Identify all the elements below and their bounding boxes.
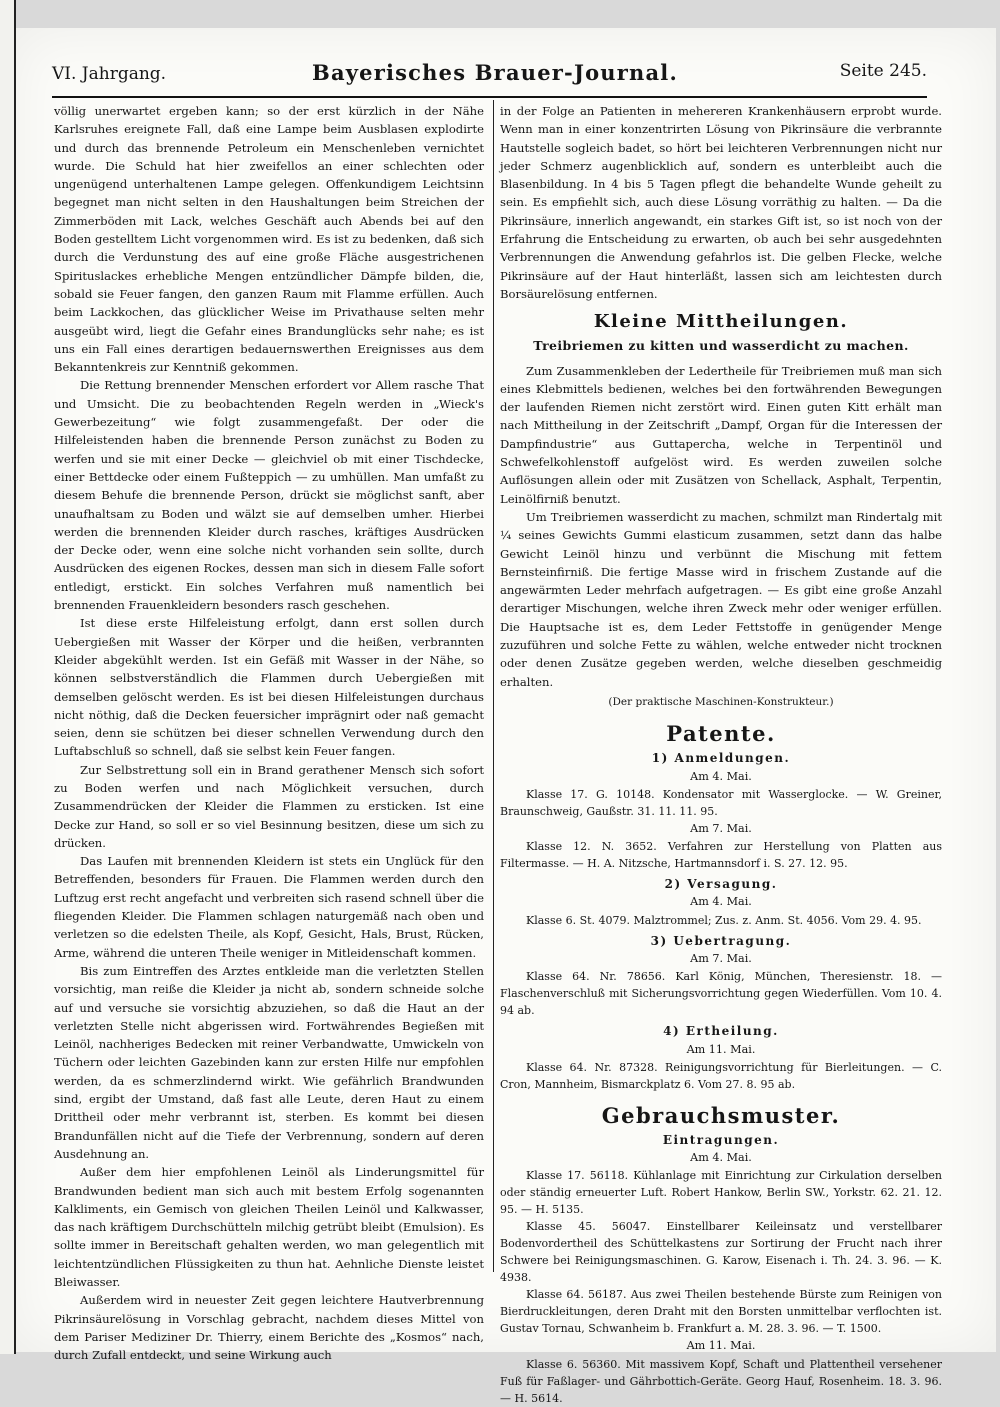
patent-entry: Klasse 17. G. 10148. Kondensator mit Wasserglocke. — W. Greiner, Braunschweig, Gaußstr. 31. 11. 11. 95. <box>500 787 942 818</box>
paragraph: Außer dem hier empfohlenen Leinöl als Linderungsmittel für Brandwunden bedient man sich auch mit bestem Erfolg sogenannten Kalkliments, ein Gemisch von gleichen Theilen Leinöl und Kalkwasser, das nach kräftigem Durchschütteln milchig getrübt bleibt (Emulsion). Es sollte immer in Bereitschaft gehalten werden, wo man gelegentlich mit leichtentzündlichen Flüssigkeiten zu thun hat. Aehnliche Dienste leistet Bleiwasser. <box>54 1165 484 1289</box>
header-rule <box>52 96 927 98</box>
page-number: Seite 245. <box>839 61 927 81</box>
date-line: Am 11. Mai. <box>686 1042 756 1056</box>
subsection-eintragungen: Eintragungen. <box>662 1132 780 1147</box>
date-line: Am 4. Mai. <box>690 895 752 909</box>
page-header <box>52 58 927 90</box>
volume-label: VI. Jahrgang. <box>52 64 167 84</box>
paragraph: völlig unerwartet ergeben kann; so der erst kürzlich in der Nähe Karlsruhes ereignete Fall, daß eine Lampe beim Ausblasen explodirte und durch das brennende Petroleum ein Menschenleben vernichtet wurde. Die Schuld hat hier zweifellos an einer schlechten oder ungenügend unterhaltenen Lampe gelegen. Offenkundigem Leichtsinn begegnet man nicht selten in den Haushaltungen beim Streichen der Zimmerböden mit Lack, welches Geschäft auch Abends bei auf den Boden gestelltem Licht vorgenommen wird. Es ist zu bedenken, daß sich durch die Verdunstung des auf eine große Fläche ausgestrichenen Spirituslackes erhebliche Mengen entzündlicher Dämpfe bilden, die, sobald sie Feuer fangen, den ganzen Raum mit Flamme erfüllen. Auch beim Lackkochen, das glücklicher Weise im Privathause selten mehr ausgeübt wird, liegt die Gefahr eines Brandunglücks sehr nahe; es ist uns ein Fall eines derartigen bedauernswerthen Ereignisses aus dem Bekanntenkreis zur Kenntniß gekommen. <box>54 104 484 375</box>
article-subtitle: Treibriemen zu kitten und wasserdicht zu machen. <box>533 338 909 354</box>
date-line: Am 4. Mai. <box>690 1151 752 1165</box>
patent-entry: Klasse 6. St. 4079. Malztrommel; Zus. z. Anm. St. 4056. Vom 29. 4. 95. <box>526 913 922 927</box>
section-title-mitteilungen: Kleine Mittheilungen. <box>593 311 849 333</box>
date-line: Am 4. Mai. <box>690 769 752 783</box>
date-line: Am 7. Mai. <box>690 951 752 965</box>
paragraph: Außerdem wird in neuester Zeit gegen leichtere Hautverbrennung Pikrinsäurelösung in Vorschlag gebracht, nachdem dieses Mittel von dem Pariser Mediziner Dr. Thierry, einem Berichte des „Kosmos“ nach, durch Zufall entdeckt, und seine Wirkung auch <box>54 1293 484 1363</box>
patent-entry: Klasse 64. Nr. 78656. Karl König, München, Theresienstr. 18. — Flaschenverschluß mit Sicherungsvorrichtung gegen Wiederfüllen. Vom 10. 4. 94 ab. <box>500 970 942 1018</box>
journal-title: Bayerisches Brauer-Journal. <box>312 60 679 85</box>
subsection-ertheilung: 4) Ertheilung. <box>663 1024 779 1039</box>
patent-entry: Klasse 64. Nr. 87328. Reinigungsvorrichtung für Bierleitungen. — C. Cron, Mannheim, Bismarckplatz 6. Vom 27. 8. 95 ab. <box>500 1060 942 1091</box>
date-line: Am 11. Mai. <box>686 1339 756 1353</box>
paragraph: Zur Selbstrettung soll ein in Brand gerathener Mensch sich sofort zu Boden werfen und nach Möglichkeit versuchen, durch Zusammendrücken der Kleider die Flammen zu ersticken. Ist eine Decke zur Hand, so soll er so viel Besinnung besitzen, diese um sich zu drücken. <box>54 762 484 850</box>
source-citation: (Der praktische Maschinen-Konstrukteur.) <box>608 695 834 708</box>
utility-model-entry: Klasse 6. 56360. Mit massivem Kopf, Schaft und Plattentheil versehener Fuß für Faßlager- und Gährbottich-Geräte. Georg Hauf, Rosenheim. 18. 3. 96. — H. 5614. <box>500 1357 942 1405</box>
paragraph: Ist diese erste Hilfeleistung erfolgt, dann erst sollen durch Uebergießen mit Wasser der Körper und die heißen, verbrannten Kleider abgekühlt werden. Ist ein Gefäß mit Wasser in der Nähe, so können selbstverständlich die Flammen durch Uebergießen mit demselben gelöscht werden. Es ist bei diesen Hilfeleistungen durchaus nicht nöthig, daß die Decken feuersicher imprägnirt oder naß gemacht seien, denn sie schützen bei dieser schnellen Verwendung durch den Luftabschluß so schnell, daß sie selbst kein Feuer fangen. <box>54 616 484 759</box>
paragraph: Um Treibriemen wasserdicht zu machen, schmilzt man Rindertalg mit ¼ seines Gewichts Gummi elasticum zusammen, setzt dann das halbe Gewicht Leinöl hinzu und verbünnt die Mischung mit fettem Bernsteinfirniß. Die fertige Masse wird in frischem Zustande auf die angewärmten Leder mehrfach aufgetragen. — Es gibt eine große Anzahl derartiger Mischungen, welche ihren Zweck mehr oder weniger erfüllen. Die Hauptsache ist es, dem Leder Fettstoffe in genügender Menge zuzuführen und solche Fette zu wählen, welche entweder nicht trocknen oder denen Zusätze gegeben werden, welche dieselben geschmeidig erhalten. <box>500 509 942 689</box>
utility-model-entry: Klasse 45. 56047. Einstellbarer Keileinsatz und verstellbarer Bodenvordertheil des Schüttelkastens zur Sortirung der Frucht nach ihrer Schwere bei Reinigungsmaschinen. G. Karow, Eisenach i. Th. 24. 3. 96. — K. 4938. <box>500 1220 942 1285</box>
section-title-gebrauchsmuster: Gebrauchsmuster. <box>601 1102 841 1128</box>
utility-model-entry: Klasse 64. 56187. Aus zwei Theilen bestehende Bürste zum Reinigen von Bierdruckleitungen, deren Draht mit den Borsten unmittelbar verflochten ist. Gustav Tornau, Schwanheim b. Frankfurt a. M. 28. 3. 96. — T. 1500. <box>500 1288 942 1336</box>
previous-page-edge <box>0 0 16 1354</box>
continuation-paragraph: in der Folge an Patienten in mehereren Krankenhäusern erprobt wurde. Wenn man in einer konzentrirten Lösung von Pikrinsäure die verbrannte Hautstelle sogleich badet, so hört bei leichteren Verbrennungen nicht nur jeder Schmerz augenblicklich auf, sondern es unterbleibt auch die Blasenbildung. In 4 bis 5 Tagen pflegt die behandelte Wunde geheilt zu sein. Es empfiehlt sich, auch diese Lösung vorräthig zu halten. — Da die Pikrinsäure, innerlich angewandt, ein starkes Gift ist, so ist noch von der Erfahrung die Entscheidung zu erwarten, ob auch bei sehr ausgedehnten Verbrennungen die Anwendung gefahrlos ist. Die gelben Flecke, welche Pikrinsäure auf der Haut hinterläßt, lassen sich am leichtesten durch Borsäurelösung entfernen. <box>500 104 942 301</box>
date-line: Am 7. Mai. <box>690 821 752 835</box>
subsection-anmeldungen: 1) Anmeldungen. <box>651 751 791 766</box>
paragraph: Die Rettung brennender Menschen erfordert vor Allem rasche That und Umsicht. Die zu beobachtenden Regeln werden in „Wieck's Gewerbezeitung“ wie folgt zusammengefaßt. Der oder die Hilfeleistenden haben die brennende Person zunächst zu Boden zu werfen und sie mit einer Decke — gleichviel ob mit einer Tischdecke, einer Bettdecke oder einem Fußteppich — zu umhüllen. Man umfaßt zu diesem Behufe die brennende Person, drückt sie möglichst sanft, aber unaufhaltsam zu Boden und wälzt sie auf demselben umher. Hierbei werden die brennenden Kleider durch rasches, kräftiges Ausdrücken der Decke oder, wenn eine solche nicht vorhanden sein sollte, durch Ausdrücken des eigenen Rockes, dessen man sich in diesem Falle sofort entledigt, erstickt. Ein solches Verfahren muß namentlich bei brennenden Frauenkleidern besonders rasch geschehen. <box>54 378 484 613</box>
utility-model-entry: Klasse 17. 56118. Kühlanlage mit Einrichtung zur Cirkulation derselben oder ständig erneuerter Luft. Robert Hankow, Berlin SW., Yorkstr. 62. 21. 12. 95. — H. 5135. <box>500 1169 942 1217</box>
column-divider <box>493 100 494 1272</box>
subsection-versagung: 2) Versagung. <box>664 877 778 892</box>
subsection-uebertragung: 3) Uebertragung. <box>650 933 792 948</box>
section-title-patente: Patente. <box>666 721 776 747</box>
right-column <box>500 102 942 1407</box>
paragraph: Zum Zusammenkleben der Ledertheile für Treibriemen muß man sich eines Klebmittels bedienen, welches bei den fortwährenden Bewegungen der laufenden Riemen nicht zerstört wird. Einen guten Kitt erhält man nach Mittheilung in der Zeitschrift „Dampf, Organ für die Interessen der Dampfindustrie“ aus Guttapercha, welche in Terpentinöl und Schwefelkohlenstoff aufgelöst wird. Es werden zuweilen solche Auflösungen allein oder mit Zusätzen von Schellack, Asphalt, Terpentin, Leinölfirniß benutzt. <box>500 363 942 506</box>
paragraph: Bis zum Eintreffen des Arztes entkleide man die verletzten Stellen vorsichtig, man reiße die Kleider ja nicht ab, sondern schneide solche auf und versuche sie vorsichtig abzuziehen, so daß die Haut an der verletzten Stelle nicht abgerissen wird. Fortwährendes Begießen mit Leinöl, nachheriges Bedecken mit reiner Verbandwatte, Umwickeln von Tüchern oder leichten Gazebinden kann zur ersten Hilfe nur empfohlen werden, da es schmerzlindernd wirkt. Wie gefährlich Brandwunden sind, ergibt der Umstand, daß fast alle Leute, deren Haut zu einem Drittheil oder mehr verbrannt ist, sterben. Es kommt bei diesen Brandunfällen nicht auf die Tiefe der Verbrennung, sondern auf deren Ausdehnung an. <box>54 963 484 1161</box>
patent-entry: Klasse 12. N. 3652. Verfahren zur Herstellung von Platten aus Filtermasse. — H. A. Nitzsche, Hartmannsdorf i. S. 27. 12. 95. <box>500 840 942 871</box>
left-column <box>54 102 484 1364</box>
paragraph: Das Laufen mit brennenden Kleidern ist stets ein Unglück für den Betreffenden, besonders für Frauen. Die Flammen werden durch den Luftzug erst recht angefacht und verbreiten sich rasend schnell über die fliegenden Kleider. Die Flammen schlagen naturgemäß nach oben und verletzen so die edelsten Theile, als Kopf, Gesicht, Hals, Brust, Rücken, Arme, während die unteren Theile weniger in Mitleidenschaft kommen. <box>54 854 484 960</box>
